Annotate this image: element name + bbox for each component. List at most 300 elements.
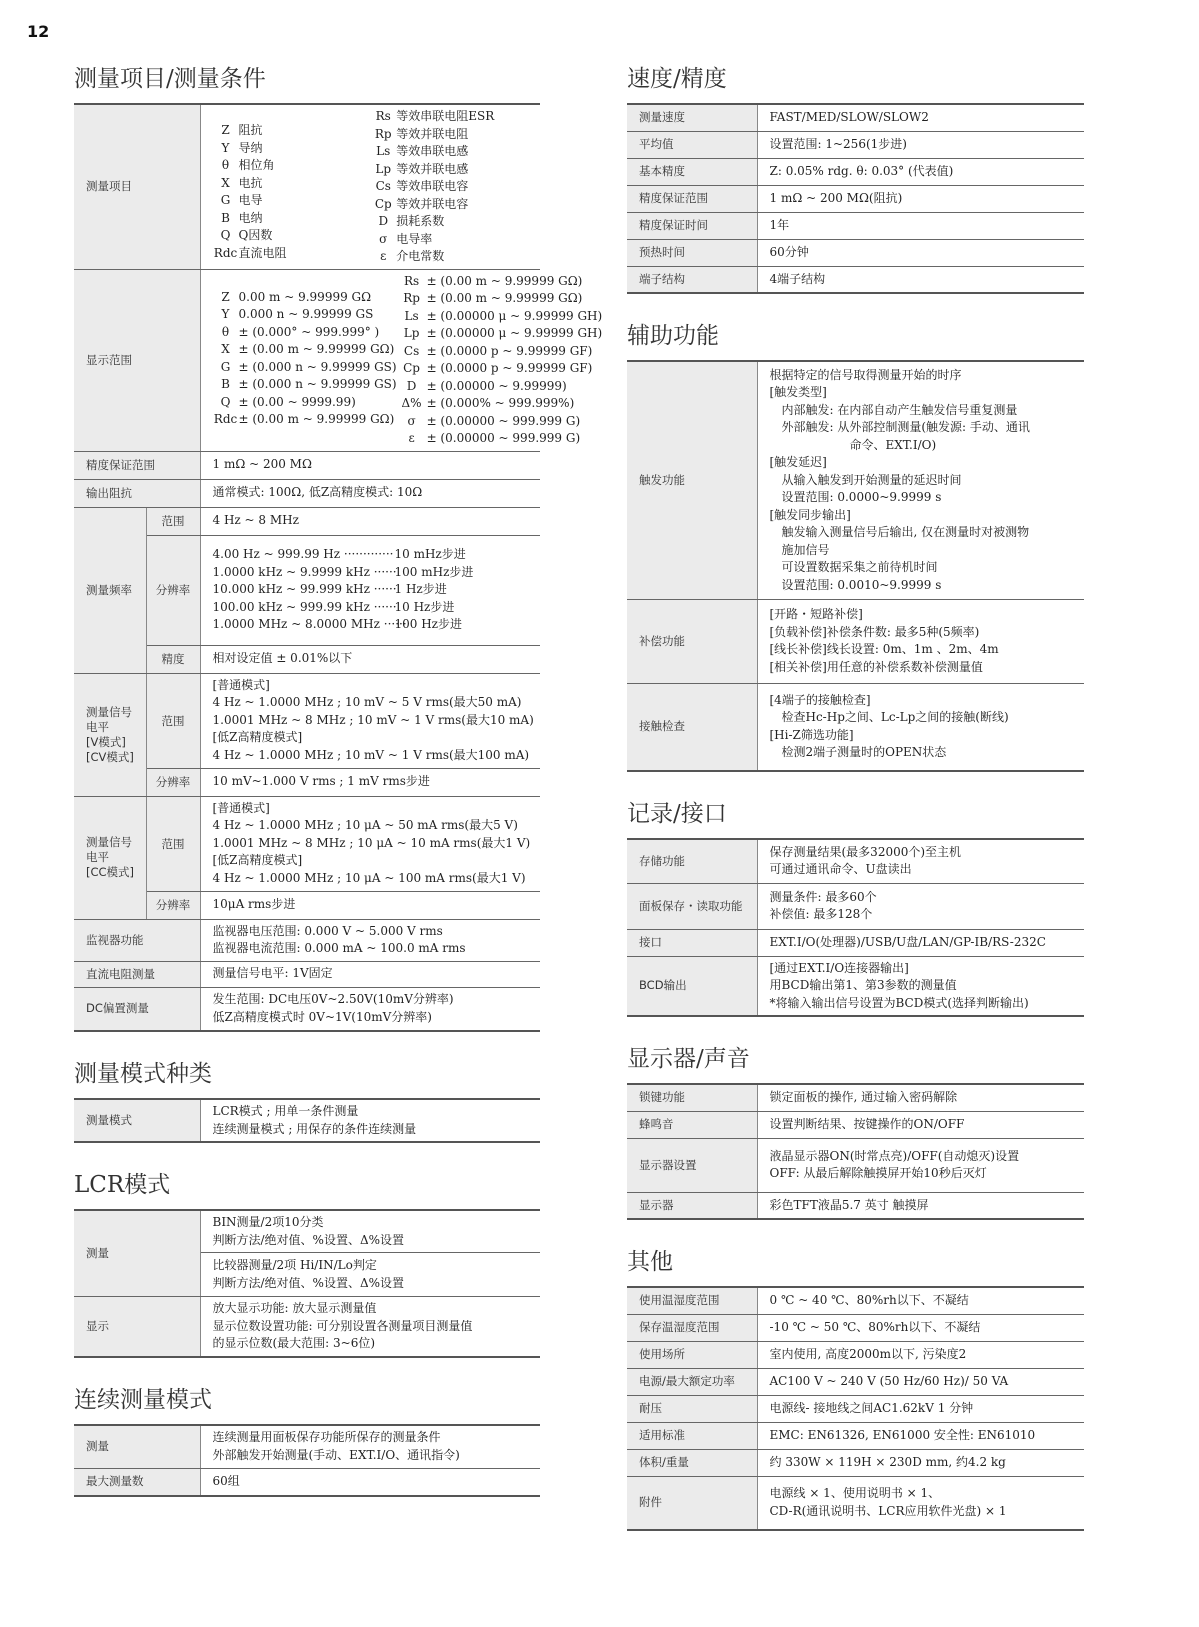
text-line: 外部触发: 从外部控制测量(触发源: 手动、通讯 [781,420,1030,434]
symbol: D [378,214,389,228]
row-value [757,1395,1084,1422]
row-monitor [74,919,540,961]
spec-table-aux [627,360,1084,772]
section-lcr-mode [74,1170,540,1358]
sublabel-vlevel-range: 范围 [146,673,200,768]
label-storage: 存储功能 [627,839,757,883]
section-title: 速度/精度 [627,66,727,92]
description: ± (0.0000 p ~ 9.99999 GF) [426,343,593,358]
description: 阻抗 [238,123,263,137]
freq-resolution-line [213,599,529,617]
row-value [757,1341,1084,1368]
value-panel-save: 测量条件: 最多60个 补偿值: 最多128个 [757,883,1084,929]
description: ± (0.00000 ~ 9.99999) [426,378,567,393]
list-item [397,413,603,431]
freq-resolution-line [213,616,529,634]
section-title: 连续测量模式 [74,1386,212,1413]
description: ± (0.00000 μ ~ 9.99999 GH) [426,308,603,323]
sublabel-clevel-resolution: 分辨率 [146,891,200,919]
row-dc-bias [74,987,540,1031]
sublabel-freq-resolution: 分辨率 [146,535,200,645]
row-label: 适用标准 [627,1422,757,1449]
section-measurement-items [74,64,603,1032]
symbol: Q [220,228,231,242]
text-line: EMC: EN61326, EN61000 安全性: EN61010 [769,1427,1036,1442]
row-label: 精度保证范围 [627,185,757,212]
section-title: 辅助功能 [627,323,719,349]
value-compensation: [开路・短路补偿] [负载补偿]补偿条件数: 最多5种(5频率) [线长补偿]线长设置: 0m、1m 、2m、4m [相关补偿]用任意的补偿系数补偿测量值 [757,599,1084,683]
symbol: X [221,175,230,190]
label-vlevel: 测量信号 电平 [V模式] [CV模式] [74,673,146,796]
freq-step: 1 Hz步进 [394,582,447,597]
symbol: Cp [403,361,420,375]
description: 等效串联电容 [396,179,469,193]
label-meas-mode: 测量模式 [74,1099,200,1142]
label-lcr-measure: 测量 [74,1210,200,1297]
row-freq-range [74,507,540,535]
row-label: 使用场所 [627,1341,757,1368]
row-value: 1 mΩ ~ 200 MΩ(阻抗) [757,185,1084,212]
symbol: Z [221,123,230,137]
table-row [627,1422,1084,1449]
list-item [397,343,603,361]
row-label: 电源/最大额定功率 [627,1368,757,1395]
label-accuracy-range: 精度保证范围 [74,451,200,479]
description: ± (0.00000 ~ 999.999 G) [426,431,581,445]
symbol: ε [380,249,387,263]
value-freq-resolution [200,535,540,645]
text-line: 锁定面板的操作, 通过输入密码解除 [769,1090,958,1104]
row-label: 锁键功能 [627,1084,757,1111]
text-line: 0 ℃ ~ 40 ℃、80%rh以下、不凝结 [769,1293,969,1307]
sublabel-vlevel-resolution: 分辨率 [146,768,200,796]
description: 电抗 [238,175,263,190]
row-value [757,1287,1084,1314]
label-contact-check: 接触检查 [627,683,757,771]
row-accuracy-range [74,451,540,479]
list-item [213,289,397,307]
description: ± (0.00 m ~ 9.99999 GΩ) [238,342,395,356]
label-interface: 接口 [627,929,757,956]
list-item [370,108,528,126]
value-storage: 保存测量结果(最多32000个)至主机 可通过通讯命令、U盘读出 [757,839,1084,883]
value-bcd-output: [通过EXT.I/O连接器输出] 用BCD输出第1、第3参数的测量值 *将输入输出信号设置为BCD模式(选择判断输出) [769,960,1029,1010]
table-row [627,1341,1084,1368]
spec-table-other [627,1286,1084,1531]
table-row [627,1138,1084,1192]
description: 相位角 [238,158,275,172]
text-line: 从输入触发到开始测量的延迟时间 [781,472,962,487]
freq-range: 1.0000 kHz ~ 9.9999 kHz ······ [212,564,397,579]
value-meas-items [200,104,540,269]
freq-step: 10 Hz步进 [394,599,455,614]
table-row [627,266,1084,293]
label-output-impedance: 输出阻抗 [74,479,200,507]
description: 0.00 m ~ 9.99999 GΩ [238,289,372,304]
symbol: Rdc [213,245,238,260]
symbol: X [221,342,230,356]
list-item [370,248,528,266]
table-row [627,1476,1084,1530]
symbol: Q [220,394,231,409]
text-line: 4 Hz ~ 1.0000 MHz ; 10 μA ~ 50 mA rms(最大5 V) [212,818,518,833]
value-vlevel-range [200,673,540,768]
list-item [213,140,371,158]
row-dc-resistance [74,961,540,987]
row-value [757,1138,1084,1192]
description: 0.000 n ~ 9.99999 GS [238,307,374,321]
description: 电纳 [238,210,263,225]
symbol: B [221,377,230,391]
symbol: Ls [404,308,419,323]
value-clevel-range [200,796,540,891]
text-line: 室内使用, 高度2000m以下, 污染度2 [769,1346,967,1361]
description: 导纳 [238,140,263,155]
section-title: LCR模式 [74,1172,171,1198]
label-dc-bias: DC偏置测量 [74,987,200,1031]
label-trigger: 触发功能 [627,361,757,599]
value-lcr-display: 放大显示功能: 放大显示测量值 显示位数设置功能: 可分别设置各测量项目测量值 的显示位数(最大范围: 3~6位) [212,1301,473,1350]
list-item [397,273,603,291]
symbol: θ [221,158,230,172]
text-line: [4端子的接触检查] [769,692,871,707]
description: 电导率 [396,231,433,246]
value-lcr-comparator: 比较器测量/2项 Hi/IN/Lo判定 判断方法/绝对值、%设置、Δ%设置 [200,1253,540,1297]
symbol: Ls [376,144,391,158]
description: 电导 [238,193,263,207]
label-clevel: 测量信号 电平 [CC模式] [74,796,146,919]
description: 等效并联电容 [396,196,469,211]
symbol: ε [408,431,415,445]
table-row [627,239,1084,266]
description: ± (0.00000 ~ 999.999 G) [426,413,581,428]
list-item [370,161,528,179]
table-row [627,1368,1084,1395]
value-vlevel-resolution: 10 mV~1.000 V rms ; 1 mV rms步进 [200,768,540,796]
row-value [757,1111,1084,1138]
description: 直流电阻 [238,245,287,260]
value-dc-resistance: 测量信号电平: 1V固定 [200,961,540,987]
text-line: [普通模式] [212,800,270,815]
freq-resolution-line [213,564,529,582]
symbol: B [221,210,230,225]
value-accuracy-range: 1 mΩ ~ 200 MΩ [200,451,540,479]
text-line: 设置判断结果、按键操作的ON/OFF [769,1116,965,1131]
row-label: 端子结构 [627,266,757,293]
value-trigger [757,361,1084,599]
section-title: 其他 [627,1249,673,1275]
text-line: 彩色TFT液晶5.7 英寸 触摸屏 [769,1197,929,1212]
text-line: [Hi-Z筛选功能] [769,727,854,742]
label-lcr-display: 显示 [74,1297,200,1357]
table-row [627,185,1084,212]
list-item [213,324,397,342]
value-output-impedance: 通常模式: 100Ω, 低Z高精度模式: 10Ω [200,479,540,507]
symbol: Rdc [213,412,238,426]
symbol: Rp [374,126,392,141]
symbol: G [220,359,231,374]
symbol: Cs [403,343,420,358]
page-number: 12 [27,22,50,41]
symbol: Lp [375,161,392,176]
value-contact-check [757,683,1084,771]
list-item [397,378,603,396]
row-value: 设置范围: 1~256(1步进) [757,131,1084,158]
value-freq-accuracy: 相对设定值 ± 0.01%以下 [200,645,540,673]
row-value: 1年 [757,212,1084,239]
list-item [213,411,397,429]
description: ± (0.00 m ~ 9.99999 GΩ) [426,273,583,288]
symbol: Rs [403,273,420,288]
symbol: Y [221,140,230,155]
description: ± (0.000 n ~ 9.99999 GS) [238,377,397,391]
table-row [627,1287,1084,1314]
row-label: 耐压 [627,1395,757,1422]
row-vlevel-range [74,673,540,768]
list-item [397,395,603,413]
row-value [757,1449,1084,1476]
text-line: 根据特定的信号取得测量开始的时序 [769,367,962,382]
section-mode-types [74,1059,540,1143]
label-bcd-output: BCD输出 [627,956,757,1016]
row-label: 保存温湿度范围 [627,1314,757,1341]
freq-range: 10.000 kHz ~ 99.999 kHz ······ [212,582,397,597]
description: ± (0.000% ~ 999.999%) [426,396,575,410]
list-item [370,213,528,231]
freq-resolution-line [213,581,529,599]
row-output-impedance [74,479,540,507]
row-clevel-range [74,796,540,891]
list-item [370,178,528,196]
description: 损耗系数 [396,214,445,228]
symbol: Cs [375,179,391,193]
text-line: 约 330W × 119H × 230D mm, 约4.2 kg [769,1454,1006,1469]
table-row [627,1314,1084,1341]
table-row [627,158,1084,185]
text-line: 可设置数据采集之前待机时间 [781,560,938,574]
value-clevel-resolution: 10μA rms步进 [200,891,540,919]
value-cont-measure: 连续测量用面板保存功能所保存的测量条件 外部触发开始测量(手动、EXT.I/O、通讯指令) [200,1425,540,1469]
row-value [757,1422,1084,1449]
table-row [627,131,1084,158]
list-item [370,231,528,249]
right-column [627,64,1084,1558]
text-line: CD-R(通讯说明书、LCR应用软件光盘) × 1 [769,1503,1007,1518]
list-item [213,122,371,140]
row-value [757,1314,1084,1341]
label-meas-frequency: 测量频率 [74,507,146,673]
list-item [213,157,371,175]
freq-step: 10 mHz步进 [394,547,466,562]
text-line: 4 Hz ~ 1.0000 MHz ; 10 mV ~ 1 V rms(最大100 mA) [212,747,530,762]
symbol: Rp [403,291,420,305]
table-row [627,1192,1084,1219]
description: 等效串联电感 [396,144,469,158]
symbol: Δ% [401,396,422,410]
list-item [213,210,371,228]
row-label: 精度保证时间 [627,212,757,239]
text-line: 4 Hz ~ 1.0000 MHz ; 10 mV ~ 5 V rms(最大50 mA) [212,695,522,710]
value-lcr-bin: BIN测量/2项10分类 判断方法/绝对值、%设置、Δ%设置 [200,1210,540,1253]
section-aux-functions [627,321,1084,772]
row-value: FAST/MED/SLOW/SLOW2 [757,104,1084,131]
section-display-sound [627,1044,1084,1220]
symbol: Y [221,307,230,321]
label-meas-items: 测量项目 [74,104,200,269]
list-item [397,430,603,448]
row-value [757,1084,1084,1111]
text-line: 触发输入测量信号后输出, 仅在测量时对被测物 [781,525,1030,539]
description: ± (0.00 m ~ 9.99999 GΩ) [238,412,395,426]
row-value: Z: 0.05% rdg. θ: 0.03° (代表值) [757,158,1084,185]
value-interface: EXT.I/O(处理器)/USB/U盘/LAN/GP-IB/RS-232C [757,929,1084,956]
section-continuous-mode [74,1385,540,1497]
freq-step: 100 mHz步进 [394,564,474,579]
label-monitor: 监视器功能 [74,919,200,961]
label-cont-measure: 测量 [74,1425,200,1469]
sublabel-freq-range: 范围 [146,507,200,535]
spec-table-measurement [74,103,603,1032]
description: ± (0.0000 p ~ 9.99999 GF) [426,361,593,375]
row-value: 60分钟 [757,239,1084,266]
spec-table-continuous-mode [74,1424,540,1497]
sublabel-clevel-range: 范围 [146,796,200,891]
text-line: AC100 V ~ 240 V (50 Hz/60 Hz)/ 50 VA [769,1373,1009,1388]
description: 介电常数 [396,249,445,263]
description: 等效并联电感 [396,161,469,176]
table-row [627,1449,1084,1476]
table-row [627,104,1084,131]
spec-table-display [627,1083,1084,1220]
table-row [627,1395,1084,1422]
description: ± (0.000° ~ 999.999° ) [238,324,380,339]
text-line: [触发延迟] [769,455,827,469]
symbol: σ [407,413,416,428]
section-record-interface [627,799,1084,1017]
list-item [370,196,528,214]
section-title: 显示器/声音 [627,1046,750,1072]
section-speed-accuracy [627,64,1084,294]
label-display-range: 显示范围 [74,269,200,451]
section-title: 测量项目/测量条件 [74,66,266,92]
list-item [397,360,603,378]
label-cont-max: 最大测量数 [74,1469,200,1496]
description: ± (0.00000 μ ~ 9.99999 GH) [426,326,603,340]
sublabel-freq-accuracy: 精度 [146,645,200,673]
description: 等效串联电阻ESR [396,109,495,123]
freq-range: 4.00 Hz ~ 999.99 Hz ············· [212,547,394,562]
text-line: [触发类型] [769,385,827,399]
row-label: 预热时间 [627,239,757,266]
spec-table-lcr-mode [74,1209,540,1358]
row-value [757,1476,1084,1530]
text-line: 电源线- 接地线之间AC1.62kV 1 分钟 [769,1400,974,1415]
text-line: 电源线 × 1、使用说明书 × 1、 [769,1486,941,1501]
list-item [370,143,528,161]
row-value [757,1368,1084,1395]
table-row [627,1111,1084,1138]
text-line: [触发同步输出] [769,507,851,522]
row-value: 4端子结构 [769,271,826,286]
row-label: 显示器 [627,1192,757,1219]
freq-range: 100.00 kHz ~ 999.99 kHz ······ [212,599,397,614]
row-label: 附件 [627,1476,757,1530]
description: ± (0.00 m ~ 9.99999 GΩ) [426,291,583,305]
text-line: 1.0001 MHz ~ 8 MHz ; 10 mV ~ 1 V rms(最大10 mA) [212,712,534,727]
freq-step: 100 Hz步进 [394,617,463,632]
value-freq-range: 4 Hz ~ 8 MHz [200,507,540,535]
spec-table-mode-types [74,1098,540,1143]
list-item [213,394,397,412]
label-dc-resistance: 直流电阻测量 [74,961,200,987]
symbol: D [406,378,417,393]
list-item [213,359,397,377]
spec-table-record [627,838,1084,1017]
text-line: OFF: 从最后解除触摸屏开始10秒后灭灯 [769,1166,987,1180]
description: ± (0.00 ~ 9999.99) [238,394,356,409]
label-compensation: 补偿功能 [627,599,757,683]
table-row [627,212,1084,239]
row-label: 体积/重量 [627,1449,757,1476]
symbol: Cp [374,196,392,211]
text-line: 施加信号 [781,542,830,557]
list-item [397,308,603,326]
symbol: θ [221,324,230,339]
left-column [74,64,603,1524]
text-line: 液晶显示器ON(时常点亮)/OFF(自动熄灭)设置 [769,1148,1020,1163]
row-label: 平均值 [627,131,757,158]
list-item [213,341,397,359]
row-label: 显示器设置 [627,1138,757,1192]
text-line: [低Z高精度模式] [212,730,303,745]
description: ± (0.000 n ~ 9.99999 GS) [238,359,397,374]
list-item [213,175,371,193]
symbol: G [220,193,231,207]
list-item [213,306,397,324]
text-line: 4 Hz ~ 1.0000 MHz ; 10 μA ~ 100 mA rms(最大1 V) [212,870,526,885]
symbol: σ [379,231,388,246]
table-row [627,1084,1084,1111]
value-cont-max: 60组 [212,1474,240,1488]
text-line: [低Z高精度模式] [212,853,303,868]
text-line: 命令、EXT.I/O) [849,437,937,452]
section-title: 记录/接口 [627,801,727,827]
spec-table-speed [627,103,1084,294]
text-line: 内部触发: 在内部自动产生触发信号重复测量 [781,402,1018,417]
value-display-range [200,269,603,451]
list-item [397,290,603,308]
list-item [213,227,371,245]
text-line: -10 ℃ ~ 50 ℃、80%rh以下、不凝结 [769,1319,981,1334]
description: Q因数 [238,228,273,242]
row-label: 蜂鸣音 [627,1111,757,1138]
freq-resolution-line [213,546,529,564]
text-line: 检测2端子测量时的OPEN状态 [781,745,947,760]
list-item [370,126,528,144]
row-label: 测量速度 [627,104,757,131]
value-meas-mode: LCR模式 ; 用单一条件测量 连续测量模式 ; 用保存的条件连续测量 [212,1104,417,1136]
row-display-range [74,269,540,451]
text-line: 1.0001 MHz ~ 8 MHz ; 10 μA ~ 10 mA rms(最大1 V) [212,835,531,850]
symbol: Rs [375,109,391,123]
label-panel-save: 面板保存・读取功能 [627,883,757,929]
value-monitor: 监视器电压范围: 0.000 V ~ 5.000 V rms 监视器电流范围: 0.000 mA ~ 100.0 mA rms [200,919,540,961]
list-item [213,192,371,210]
freq-range: 1.0000 MHz ~ 8.0000 MHz ······ [212,617,407,632]
list-item [213,245,371,263]
value-dc-bias: 发生范围: DC电压0V~2.50V(10mV分辨率) 低Z高精度模式时 0V~1V(10mV分辨率) [212,992,454,1024]
list-item [213,376,397,394]
